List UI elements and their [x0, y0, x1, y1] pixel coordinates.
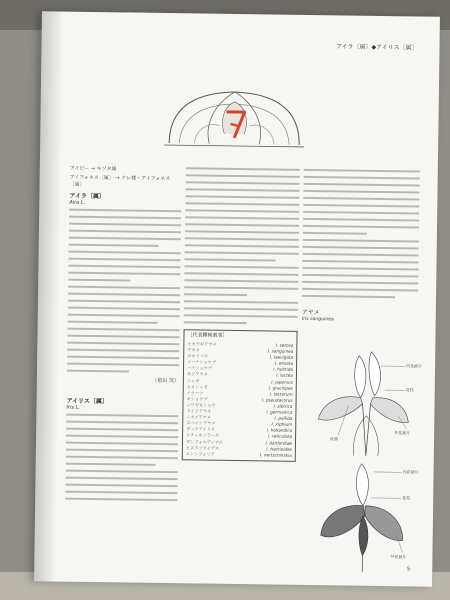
- entry-scientific-name: Iris L.: [66, 404, 81, 411]
- species-japanese-name: ハナショウブ: [186, 365, 213, 372]
- species-japanese-name: ノハナショウブ: [187, 359, 216, 365]
- entry-title: アイリス〔属〕: [66, 397, 108, 406]
- entry-scientific-name: Aira L.: [69, 199, 86, 206]
- species-scientific-name: I. hybrida: [273, 366, 294, 373]
- species-japanese-name: ヒメシャガ: [186, 383, 208, 390]
- page-gutter: [34, 11, 64, 581]
- species-japanese-name: ネジアヤメ: [186, 371, 208, 378]
- figure-label: 内花被片: [406, 363, 423, 369]
- species-japanese-name: ドイツアヤメ: [186, 408, 212, 414]
- table-row: [186, 451, 292, 459]
- species-japanese-name: キショウブ: [186, 396, 208, 402]
- figure-label: 柱頭: [330, 436, 339, 442]
- species-japanese-name: ニワゼキショウ: [186, 402, 216, 408]
- entry-body-text: [184, 167, 300, 325]
- entry-body-text: [67, 209, 181, 374]
- middle-column: [182, 165, 300, 461]
- species-scientific-name: I. setosa: [275, 342, 294, 348]
- species-key-table: [182, 329, 298, 461]
- entry-body-text: [302, 169, 420, 299]
- species-japanese-name: レティキュラータ: [186, 432, 220, 439]
- species-japanese-name: エンシフォリア: [185, 450, 215, 457]
- species-scientific-name: I. pallida: [274, 415, 293, 421]
- species-scientific-name: I. ensata: [274, 360, 294, 367]
- species-japanese-name: カキツバタ: [187, 353, 209, 359]
- left-column: [65, 164, 182, 507]
- iris-flower-side-illustration-icon: [306, 455, 426, 575]
- species-japanese-name: シャガ: [186, 377, 200, 384]
- species-scientific-name: I. histrioides: [266, 446, 292, 452]
- figure-scientific-name: Iris sanguinea: [301, 316, 334, 323]
- iris-flower-illustration-icon: [308, 345, 428, 459]
- species-japanese-name: スペインアヤメ: [186, 420, 216, 426]
- species-scientific-name: I. gracilipes: [268, 385, 293, 391]
- species-scientific-name: I. germanica: [266, 409, 293, 415]
- species-scientific-name: I. danfordiae: [265, 439, 293, 446]
- species-scientific-name: I. hollandica: [266, 427, 293, 434]
- species-scientific-name: I. sibirica: [273, 403, 293, 409]
- entry-title: アイラ〔属〕: [69, 192, 105, 201]
- figure-label: 花柱: [402, 495, 411, 501]
- running-head: アイラ〔属〕◆アイリス〔属〕: [336, 43, 418, 52]
- species-japanese-name: イチハツ: [186, 390, 204, 396]
- species-scientific-name: I. laevigata: [269, 354, 294, 360]
- species-scientific-name: I. nertschinskia: [259, 452, 292, 458]
- species-japanese-name: ヒスタリオイデス: [185, 444, 220, 451]
- species-japanese-name: ニオイアヤメ: [186, 414, 212, 420]
- species-scientific-name: I. lactea: [276, 373, 293, 379]
- species-japanese-name: ヒオウギアヤメ: [187, 341, 217, 347]
- cross-reference: アイフォネス〔属〕 → ケレ様・アイフォネス〔属〕: [69, 174, 171, 188]
- figure-label: 内花被片: [402, 469, 419, 475]
- species-scientific-name: I. tectorum: [269, 391, 293, 397]
- figure-label: 外花被片: [390, 554, 407, 560]
- cross-reference: アイビー → キヅタ属: [69, 165, 117, 173]
- species-scientific-name: I. reticulata: [268, 433, 293, 440]
- species-japanese-name: ダッチアイリス: [186, 426, 216, 433]
- species-scientific-name: I. pseudacorus: [261, 397, 293, 403]
- species-scientific-name: I. xiphium: [271, 421, 293, 428]
- decorative-initial-ornament-icon: [164, 73, 305, 155]
- right-column: [302, 167, 420, 325]
- table-title: ［代表種検索表］: [187, 332, 228, 339]
- species-scientific-name: I. japonica: [271, 379, 293, 385]
- entry-body-text: [65, 414, 178, 502]
- species-japanese-name: ダンフォルディアエ: [185, 438, 224, 445]
- author-credit: （植田 茂）: [152, 377, 179, 385]
- page-number: 5: [407, 566, 411, 573]
- book-page: [34, 11, 440, 587]
- figure-caption: アヤメ: [301, 308, 320, 317]
- species-scientific-name: I. sanguinea: [267, 348, 294, 354]
- figure-label: 外花被片: [394, 430, 411, 436]
- figure-label: 花柱: [405, 387, 414, 393]
- species-japanese-name: アヤメ: [187, 347, 200, 353]
